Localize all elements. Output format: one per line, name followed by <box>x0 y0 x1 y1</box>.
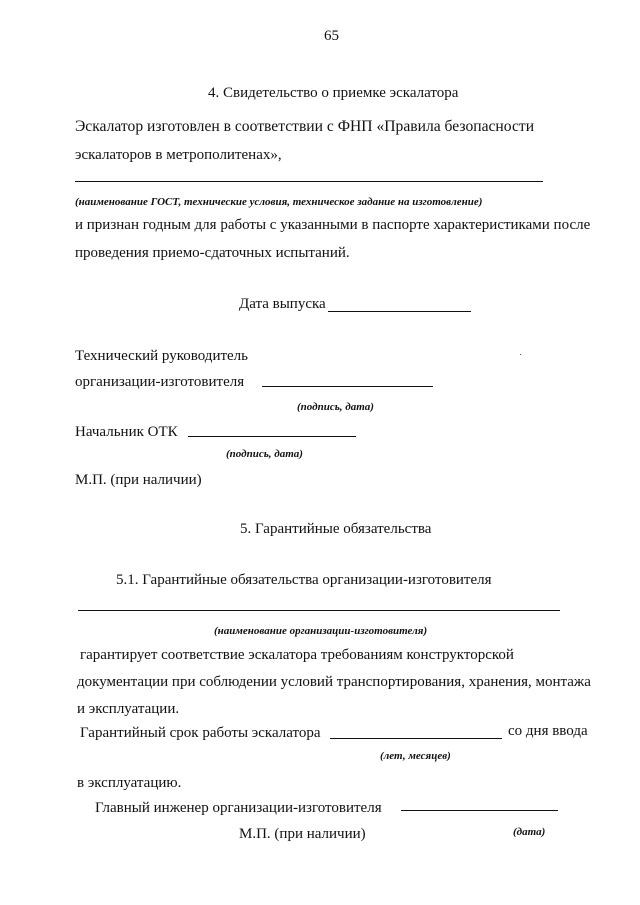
otk-head-signature-line[interactable] <box>188 436 356 437</box>
guarantee-line-3: и эксплуатации. <box>77 701 180 717</box>
section-5-title: 5. Гарантийные обязательства <box>240 521 432 537</box>
acceptance-line-2: проведения приемо-сдаточных испытаний. <box>75 245 350 261</box>
scan-speck <box>520 354 521 355</box>
section-4-intro-line-2: эскалаторов в метрополитенах», <box>75 147 282 163</box>
issue-date-label: Дата выпуска <box>239 296 326 312</box>
chief-engineer-signature-line[interactable] <box>401 810 558 811</box>
warranty-period-label: Гарантийный срок работы эскалатора <box>80 725 321 741</box>
chief-engineer-date-caption: (дата) <box>513 826 546 838</box>
section-5-1-title: 5.1. Гарантийные обязательства организации-изготовителя <box>116 572 492 588</box>
technical-head-signature-line[interactable] <box>262 386 433 387</box>
chief-engineer-label: Главный инженер организации-изготовителя <box>95 800 382 816</box>
warranty-period-caption: (лет, месяцев) <box>380 750 451 762</box>
standard-name-line[interactable] <box>75 181 543 182</box>
guarantee-line-1: гарантирует соответствие эскалатора требованиям конструкторской <box>80 647 514 663</box>
warranty-period-line[interactable] <box>330 738 502 739</box>
otk-head-signature-caption: (подпись, дата) <box>226 448 303 460</box>
section-4-intro-line-1: Эскалатор изготовлен в соответствии с ФНП «Правила безопасности <box>75 118 535 135</box>
section-5-stamp-label: М.П. (при наличии) <box>239 826 366 842</box>
section-4-title: 4. Свидетельство о приемке эскалатора <box>208 85 459 101</box>
otk-head-label: Начальник ОТК <box>75 424 178 440</box>
issue-date-line[interactable] <box>328 311 471 312</box>
guarantee-line-2: документации при соблюдении условий транспортирования, хранения, монтажа <box>77 674 591 690</box>
section-4-stamp-label: М.П. (при наличии) <box>75 472 202 488</box>
standard-name-caption: (наименование ГОСТ, технические условия, техническое задание на изготовление) <box>75 196 483 208</box>
technical-head-signature-caption: (подпись, дата) <box>297 401 374 413</box>
manufacturer-name-caption: (наименование организации-изготовителя) <box>214 625 428 637</box>
technical-head-label-line-2: организации-изготовителя <box>75 374 245 390</box>
page-number: 65 <box>324 28 339 44</box>
warranty-period-line-2: в эксплуатацию. <box>77 775 182 791</box>
manufacturer-name-line[interactable] <box>78 610 560 611</box>
technical-head-label-line-1: Технический руководитель <box>75 348 249 364</box>
warranty-period-suffix: со дня ввода <box>508 723 588 739</box>
acceptance-line-1: и признан годным для работы с указанными в паспорте характеристиками после <box>75 217 591 233</box>
